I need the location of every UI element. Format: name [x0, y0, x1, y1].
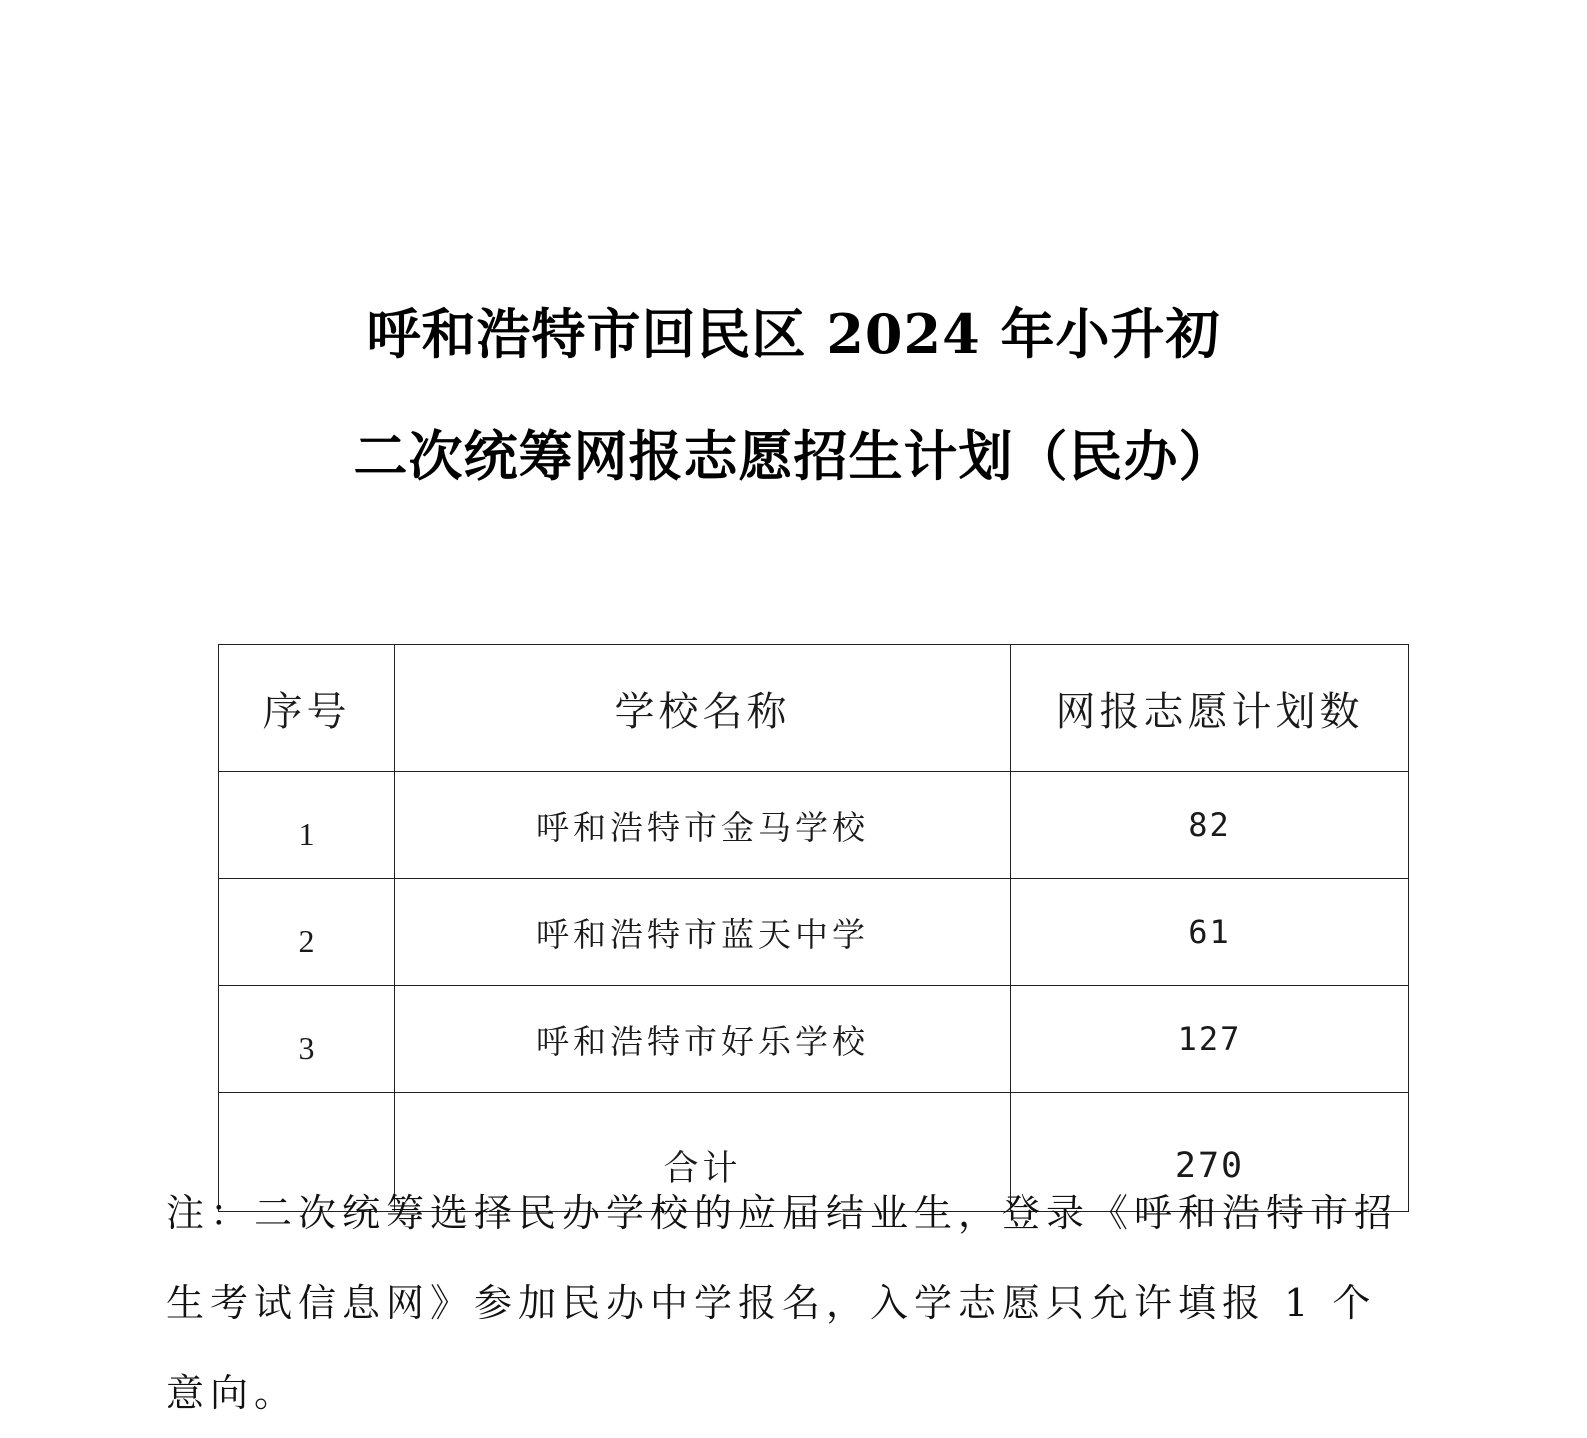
enrollment-plan-table [218, 644, 1409, 1212]
document-title-line1: 呼和浩特市回民区 2024 年小升初 [366, 302, 1221, 366]
table-header-row [219, 645, 1409, 772]
footnote: 注：二次统筹选择民办学校的应届结业生，登录《呼和浩特市招生考试信息网》参加民办中学报名，入学志愿只允许填报 1 个意向。 [166, 1191, 1399, 1415]
row-school-name: 呼和浩特市好乐学校 [395, 986, 1011, 1093]
table-row [219, 879, 1409, 986]
row-school-name: 呼和浩特市金马学校 [395, 772, 1011, 879]
total-label: 合计 [395, 1093, 1011, 1212]
header-plan-count: 网报志愿计划数 [1011, 645, 1409, 772]
row-school-name: 呼和浩特市蓝天中学 [395, 879, 1011, 986]
row-index: 2 [219, 879, 395, 986]
document-title-line2: 二次统筹网报志愿招生计划（民办） [353, 424, 1234, 488]
header-school-name: 学校名称 [395, 645, 1011, 772]
row-plan-count: 82 [1011, 772, 1409, 879]
row-index: 3 [219, 986, 395, 1093]
header-index: 序号 [219, 645, 395, 772]
row-plan-count: 127 [1011, 986, 1409, 1093]
total-count: 270 [1011, 1093, 1409, 1212]
row-index: 1 [219, 772, 395, 879]
table-row [219, 772, 1409, 879]
row-plan-count: 61 [1011, 879, 1409, 986]
table-row [219, 986, 1409, 1093]
